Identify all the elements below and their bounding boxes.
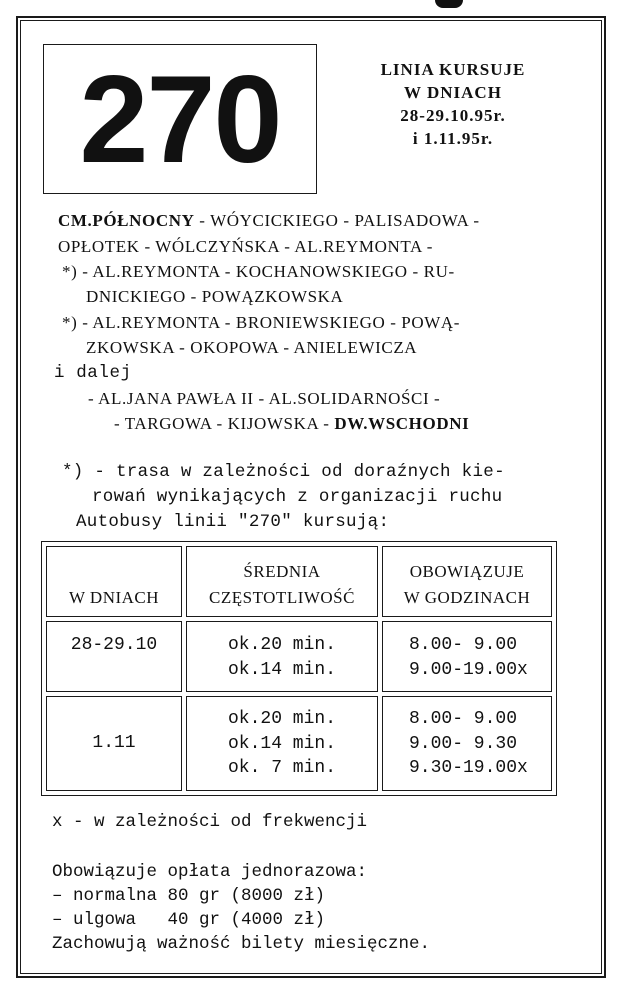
fee-reduced: – ulgowa 40 gr (4000 zł) — [52, 910, 326, 930]
row-1-days-cell — [46, 621, 182, 692]
fee-normal: – normalna 80 gr (8000 zł) — [52, 886, 326, 906]
header-hours-line-2: W GODZINACH — [403, 588, 531, 607]
row-2-frequency-cell — [186, 696, 378, 791]
end-stop: DW.WSCHODNI — [334, 414, 470, 433]
row-2-frequency-3: ok. 7 min. — [227, 758, 337, 778]
header-hours-cell — [382, 546, 552, 617]
notice-line-2: W DNIACH — [404, 83, 502, 102]
start-stop: CM.PÓŁNOCNY — [58, 211, 195, 230]
header-hours-line-1: OBOWIĄZUJE — [409, 562, 525, 581]
fee-title: Obowiązuje opłata jednorazowa: — [52, 862, 368, 882]
header-frequency-line-1: ŚREDNIA — [243, 562, 321, 581]
operating-days-notice — [338, 58, 568, 150]
notice-line-4: i 1.11.95r. — [412, 129, 494, 148]
route-line-6: ZKOWSKA - OKOPOWA - ANIELEWICZA — [86, 338, 418, 357]
row-1-frequency-2: ok.14 min. — [227, 659, 337, 680]
row-2-hours-3: 9.30-19.00x — [409, 758, 528, 778]
row-2-hours-cell — [382, 696, 552, 791]
route-line-4: DNICKIEGO - POWĄZKOWSKA — [86, 287, 344, 306]
header-frequency-line-2: CZĘSTOTLIWOŚĆ — [209, 588, 355, 607]
route-line-3: *) - AL.REYMONTA - KOCHANOWSKIEGO - RU- — [62, 262, 455, 281]
row-2-hours-1: 8.00- 9.00 — [409, 709, 518, 729]
header-frequency-cell — [186, 546, 378, 617]
notice-line-1: LINIA KURSUJE — [380, 60, 526, 79]
frequency-note: x - w zależności od frekwencji — [52, 812, 368, 832]
route-line-2: OPŁOTEK - WÓLCZYŃSKA - AL.REYMONTA - — [58, 237, 434, 256]
row-2-days-cell — [46, 696, 182, 791]
route-line-1-rest: - WÓYCICKIEGO - PALISADOWA - — [194, 211, 480, 230]
note-line-2: rowań wynikających z organizacji ruchu — [92, 487, 503, 507]
schedule-table — [41, 541, 557, 796]
line-number: 270 — [79, 51, 281, 189]
header-days: W DNIACH — [68, 588, 160, 607]
header-days-cell — [46, 546, 182, 617]
note-line-3: Autobusy linii "270" kursują: — [76, 512, 390, 532]
row-1-hours-cell — [382, 621, 552, 692]
row-1-hours-2: 9.00-19.00x — [409, 659, 528, 680]
route-line-8: - AL.JANA PAWŁA II - AL.SOLIDARNOŚCI - — [88, 389, 441, 408]
route-line-1 — [58, 208, 480, 234]
route-line-5: *) - AL.REYMONTA - BRONIEWSKIEGO - POWĄ- — [62, 313, 461, 332]
row-1-frequency-1: ok.20 min. — [227, 635, 337, 655]
row-2-frequency-2: ok.14 min. — [227, 733, 337, 754]
row-2-frequency-1: ok.20 min. — [227, 709, 337, 729]
row-2-days: 1.11 — [92, 733, 136, 753]
route-line-9 — [114, 411, 469, 437]
route-line-9-start: - TARGOWA - KIJOWSKA - — [114, 414, 335, 433]
top-edge-mark — [435, 0, 463, 8]
row-1-hours-1: 8.00- 9.00 — [409, 635, 518, 655]
line-number-box — [43, 44, 317, 194]
notice-line-3: 28-29.10.95r. — [400, 106, 506, 125]
row-1-frequency-cell — [186, 621, 378, 692]
row-1-days: 28-29.10 — [70, 635, 158, 655]
note-line-1: *) - trasa w zależności od doraźnych kie- — [62, 462, 505, 482]
monthly-passes-note: Zachowują ważność bilety miesięczne. — [52, 934, 431, 954]
row-2-hours-2: 9.00- 9.30 — [409, 733, 518, 754]
route-line-7: i dalej — [54, 363, 132, 383]
